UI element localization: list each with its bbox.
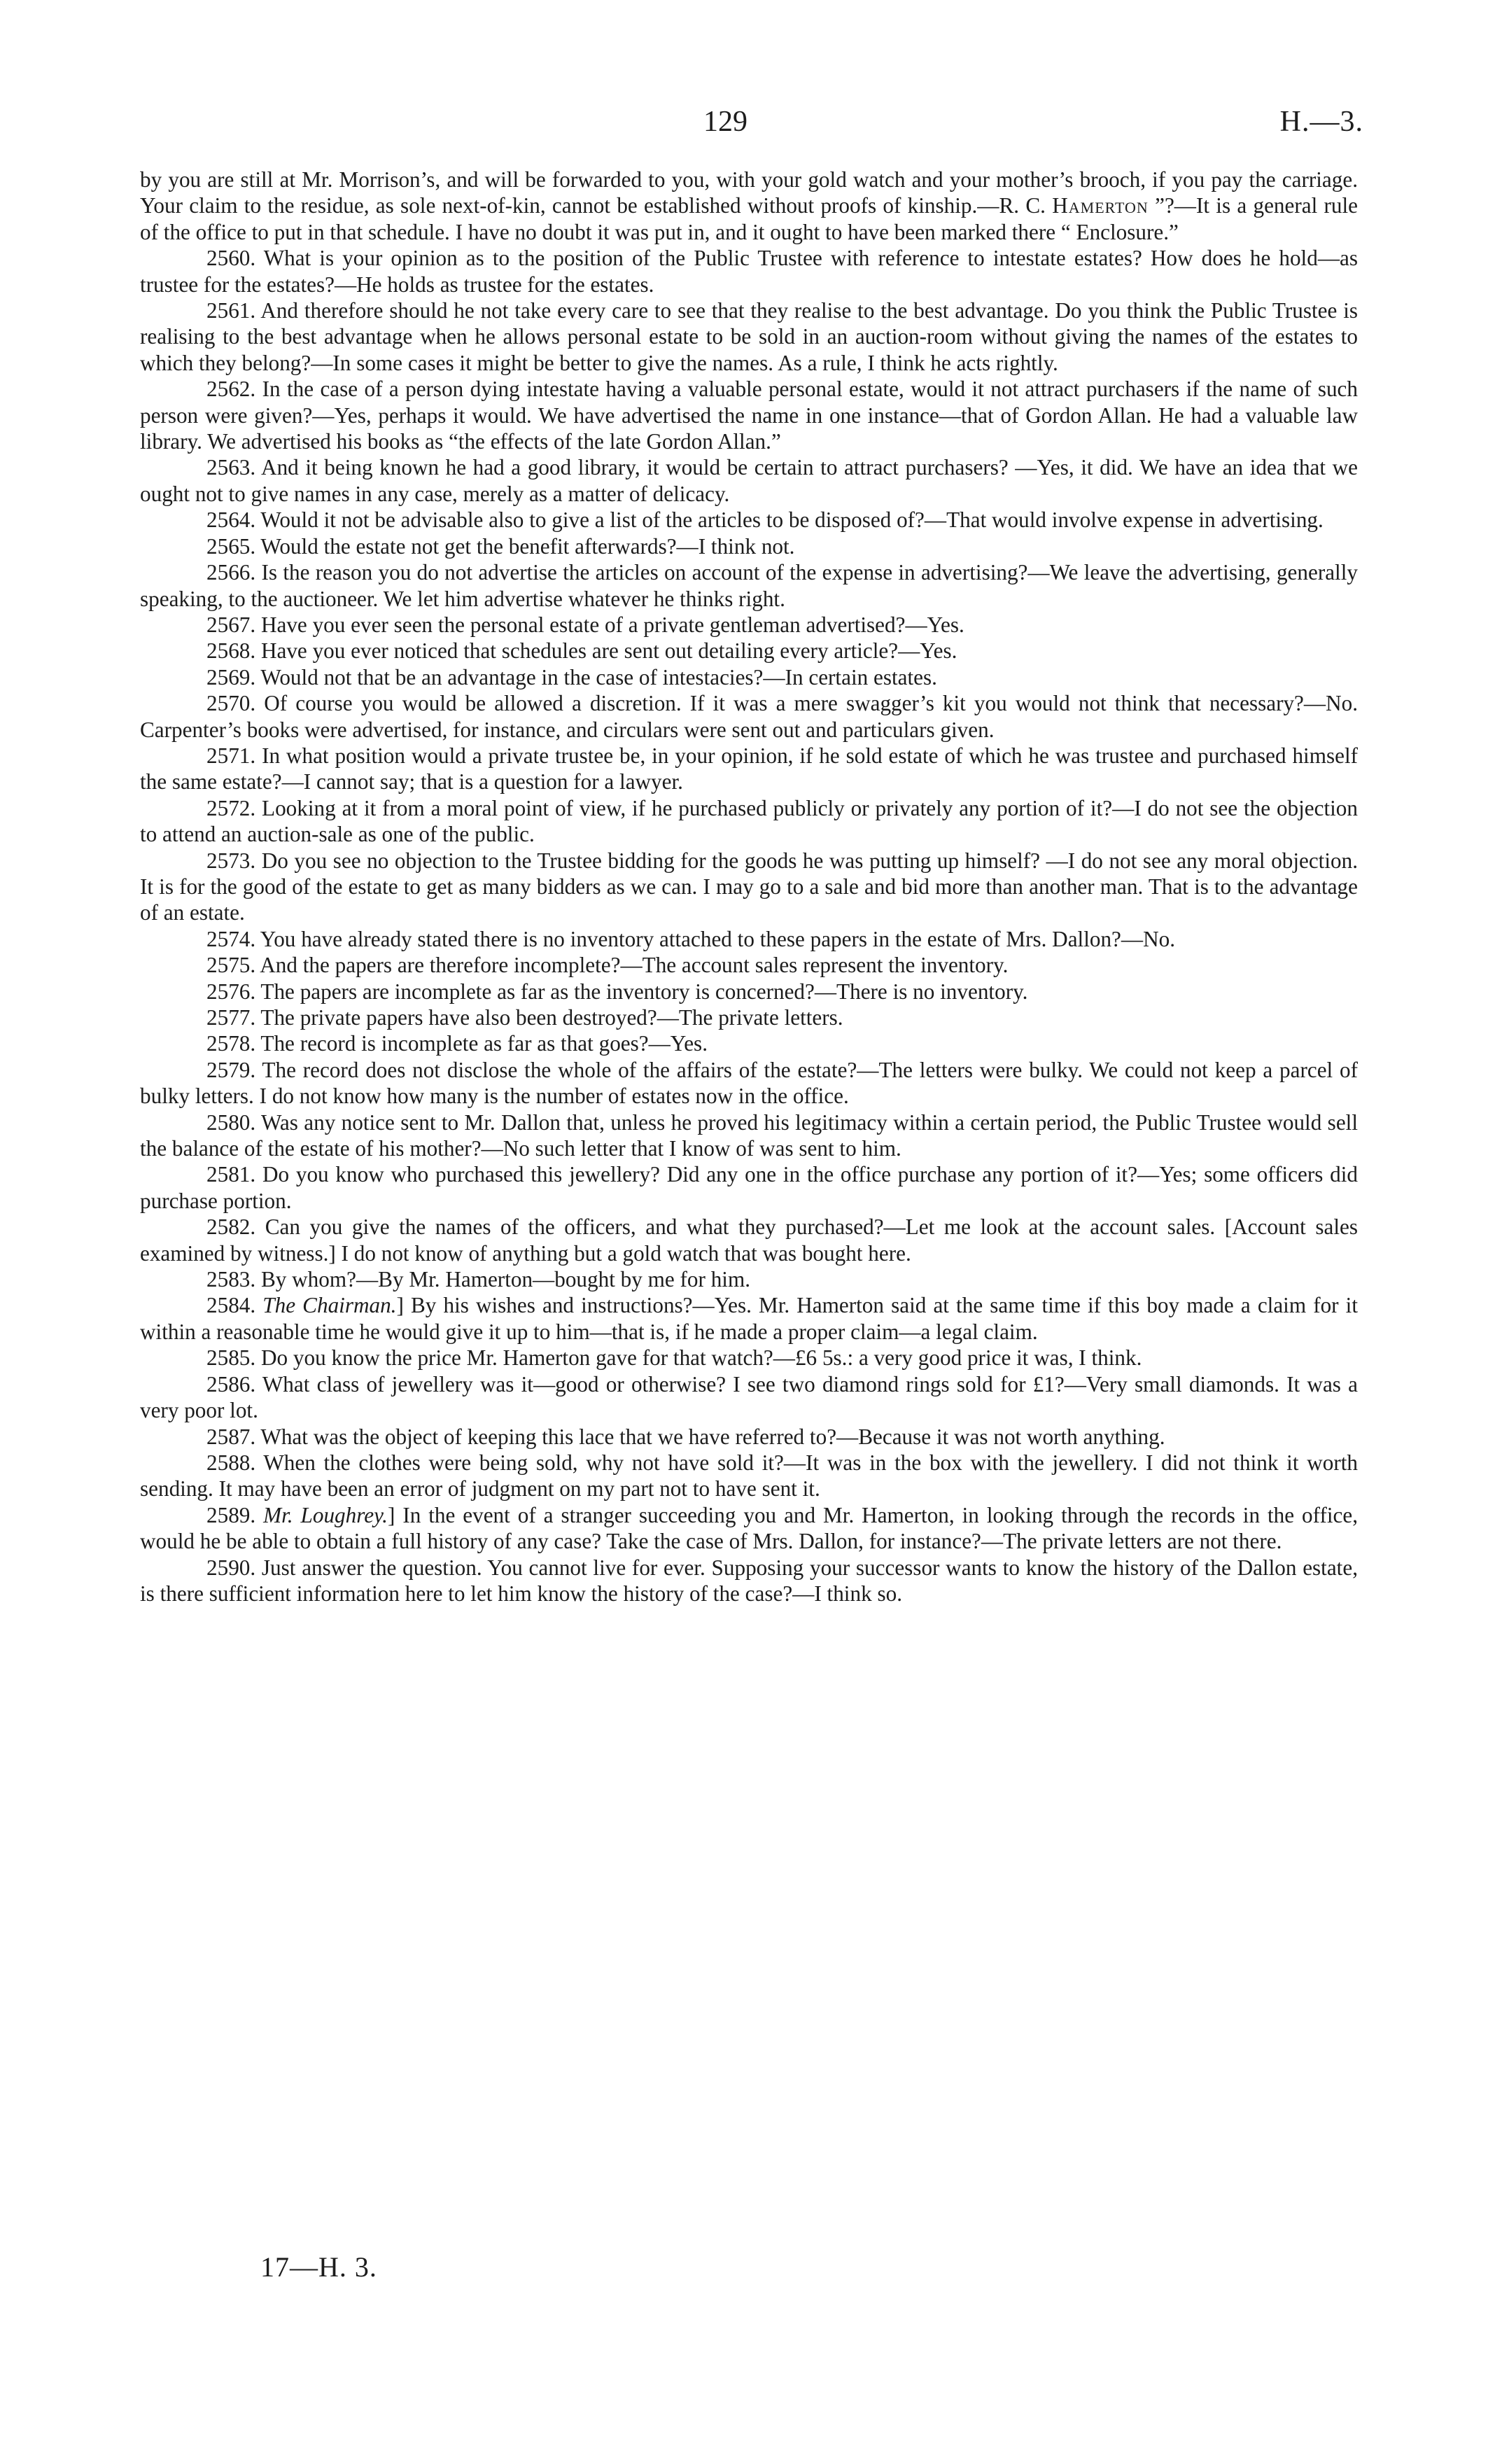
speaker-name: Mr. Loughrey.: [263, 1502, 388, 1527]
paragraph-text: 2567. Have you ever seen the personal estate of a private gentleman advertised?—Yes.: [206, 612, 964, 637]
paragraph: [140, 376, 1358, 454]
paragraph: [140, 1424, 1358, 1450]
paragraph-text: 2584.: [206, 1293, 263, 1318]
paragraph-text: 2577. The private papers have also been destroyed?—The private letters.: [206, 1005, 843, 1030]
paragraph: [140, 245, 1358, 298]
paragraph-text: 2568. Have you ever noticed that schedules are sent out detailing every article?—Yes.: [206, 638, 957, 664]
paragraph-text: 2582. Can you give the names of the officers, and what they purchased?—Let me look at the account sales. [Account sales examined by witness.] I do not know of anything but a gold watch that was bought here.: [140, 1214, 1358, 1266]
paragraph-text: ] By his wishes and instructions?—Yes. Mr. Hamerton said at the same time if this boy made a claim for it within a reasonable time he would give it up to him—that is, if he made a proper claim—a legal claim.: [140, 1293, 1358, 1344]
paragraph-text: 2574. You have already stated there is no inventory attached to these papers in the estate of Mrs. Dallon?—No.: [206, 926, 1176, 951]
paragraph: [140, 848, 1358, 926]
paragraph-text: 2576. The papers are incomplete as far as the inventory is concerned?—There is no inventory.: [206, 979, 1028, 1004]
paragraph-text: 2562. In the case of a person dying intestate having a valuable personal estate, would it not attract purchasers if the name of such person were given?—Yes, perhaps it would. We have advertised the name in one instance—that of Gordon Allan. He had a valuable law library. We advertised his books as “the effects of the late Gordon Allan.”: [140, 377, 1358, 454]
paragraph-text: 2560. What is your opinion as to the position of the Public Trustee with reference to intestate estates? How does he hold—as trustee for the estates?—He holds as trustee for the estates.: [140, 246, 1358, 297]
paragraph: [140, 1030, 1358, 1056]
paragraph-text: 2589.: [206, 1502, 264, 1527]
printer-signature: 17—H. 3.: [260, 2251, 377, 2283]
paragraph: [140, 1161, 1358, 1214]
paragraph: [140, 690, 1358, 743]
paragraph: [140, 664, 1358, 690]
paragraph: [140, 979, 1358, 1004]
paragraph-text: 2579. The record does not disclose the whole of the affairs of the estate?—The letters were bulky. We could not keep a parcel of bulky letters. I do not know how many is the number of estates now in the office.: [140, 1057, 1358, 1109]
paragraph-text: 2590. Just answer the question. You cannot live for ever. Supposing your successor wants to know the history of the Dallon estate, is there sufficient information here to let him know the history of the case?—I think so.: [140, 1555, 1358, 1606]
signatory-name: Hamerton: [1052, 193, 1149, 218]
document-reference: H.—3.: [1279, 106, 1363, 138]
page-number: 129: [703, 106, 747, 138]
paragraph: [140, 1110, 1358, 1162]
paragraph: [140, 795, 1358, 848]
paragraph: [140, 559, 1358, 612]
paragraph-text: 2572. Looking at it from a moral point of view, if he purchased publicly or privately any portion of it?—I do not see the objection to attend an auction-sale as one of the public.: [140, 795, 1358, 847]
paragraph-text: 2583. By whom?—By Mr. Hamerton—bought by me for him.: [206, 1267, 751, 1292]
paragraph-text: 2566. Is the reason you do not advertise the articles on account of the expense in advertising?—We leave the advertising, generally speaking, to the auctioneer. We let him advertise whatever he thinks right.: [140, 560, 1358, 611]
paragraph-text: 2586. What class of jewellery was it—good or otherwise? I see two diamond rings sold for £1?—Very small diamonds. It was a very poor lot.: [140, 1371, 1358, 1423]
paragraph: [140, 167, 1358, 245]
paragraph-text: 2578. The record is incomplete as far as that goes?—Yes.: [206, 1031, 708, 1056]
paragraph: [140, 1292, 1358, 1345]
paragraph-text: 2581. Do you know who purchased this jewellery? Did any one in the office purchase any portion of it?—Yes; some officers did purchase portion.: [140, 1162, 1358, 1213]
paragraph: [140, 1371, 1358, 1424]
paragraph-text: 2585. Do you know the price Mr. Hamerton gave for that watch?—£6 5s.: a very good price it was, I think.: [206, 1345, 1142, 1371]
paragraph: [140, 1502, 1358, 1555]
paragraph: [140, 952, 1358, 978]
paragraph-text: 2587. What was the object of keeping this lace that we have referred to?—Because it was not worth anything.: [206, 1424, 1165, 1449]
paragraph: [140, 507, 1358, 533]
paragraph: [140, 533, 1358, 559]
speaker-name: The Chairman.: [262, 1293, 397, 1318]
paragraph-text: 2561. And therefore should he not take every care to see that they realise to the best advantage. Do you think the Public Trustee is realising to the best advantage when he allows personal estate to be sold in an auction-room without giving the names of the estates to which they belong?—In some cases it might be better to give the names. As a rule, I think he acts rightly.: [140, 298, 1358, 375]
paragraph-text: 2563. And it being known he had a good library, it would be certain to attract purchasers? —Yes, it did. We have an idea that we ought not to give names in any case, merely as a matter of delicacy.: [140, 455, 1358, 506]
page-header: [0, 105, 1488, 147]
paragraph: [140, 1214, 1358, 1266]
paragraph-text: 2569. Would not that be an advantage in the case of intestacies?—In certain estates.: [206, 664, 937, 690]
paragraph: [140, 1450, 1358, 1502]
paragraph: [140, 1345, 1358, 1371]
paragraph: [140, 1057, 1358, 1110]
paragraph: [140, 638, 1358, 664]
paragraph-text: 2565. Would the estate not get the benefit afterwards?—I think not.: [206, 533, 795, 559]
paragraph: [140, 612, 1358, 638]
paragraph: [140, 1266, 1358, 1292]
body-text: [140, 167, 1358, 1606]
paragraph: [140, 454, 1358, 507]
paragraph-text: 2575. And the papers are therefore incomplete?—The account sales represent the inventory.: [206, 953, 1009, 978]
paragraph-text: ”?—It is a general rule of the office to put in that schedule. I have no doubt it was put in, and it ought to have been marked there “ Enclosure.”: [140, 193, 1358, 244]
paragraph-text: 2580. Was any notice sent to Mr. Dallon that, unless he proved his legitimacy within a certain period, the Public Trustee would sell the balance of the estate of his mother?—No such letter that I know of was sent to him.: [140, 1110, 1358, 1161]
paragraph: [140, 1004, 1358, 1030]
paragraph: [140, 926, 1358, 952]
paragraph: [140, 298, 1358, 376]
paragraph-text: 2573. Do you see no objection to the Trustee bidding for the goods he was putting up himself? —I do not see any moral objection. It is for the good of the estate to get as many bidders as we can. I may go to a sale and bid more than another man. That is to the advantage of an estate.: [140, 848, 1358, 925]
paragraph-text: 2571. In what position would a private trustee be, in your opinion, if he sold estate of which he was trustee and purchased himself the same estate?—I cannot say; that is a question for a lawyer.: [140, 743, 1358, 794]
paragraph-text: 2570. Of course you would be allowed a discretion. If it was a mere swagger’s kit you would not think that necessary?—No. Carpenter’s books were advertised, for instance, and circulars were sent out and particulars given.: [140, 691, 1358, 742]
paragraph: [140, 1555, 1358, 1607]
paragraph-text: by you are still at Mr. Morrison’s, and will be forwarded to you, with your gold watch and your mother’s brooch, if you pay the carriage. Your claim to the residue, as sole next-of-kin, cannot be established without proofs of kinship.—R. C.: [140, 167, 1358, 218]
paragraph-text: 2564. Would it not be advisable also to give a list of the articles to be disposed of?—That would involve expense in advertising.: [206, 507, 1324, 533]
paragraph-text: ] In the event of a stranger succeeding you and Mr. Hamerton, in looking through the records in the office, would he be able to obtain a full history of any case? Take the case of Mrs. Dallon, for instance?—The private letters are not there.: [140, 1502, 1358, 1554]
paragraph-text: 2588. When the clothes were being sold, why not have sold it?—It was in the box with the jewellery. I did not think it worth sending. It may have been an error of judgment on my part not to have sent it.: [140, 1450, 1358, 1502]
paragraph: [140, 743, 1358, 795]
